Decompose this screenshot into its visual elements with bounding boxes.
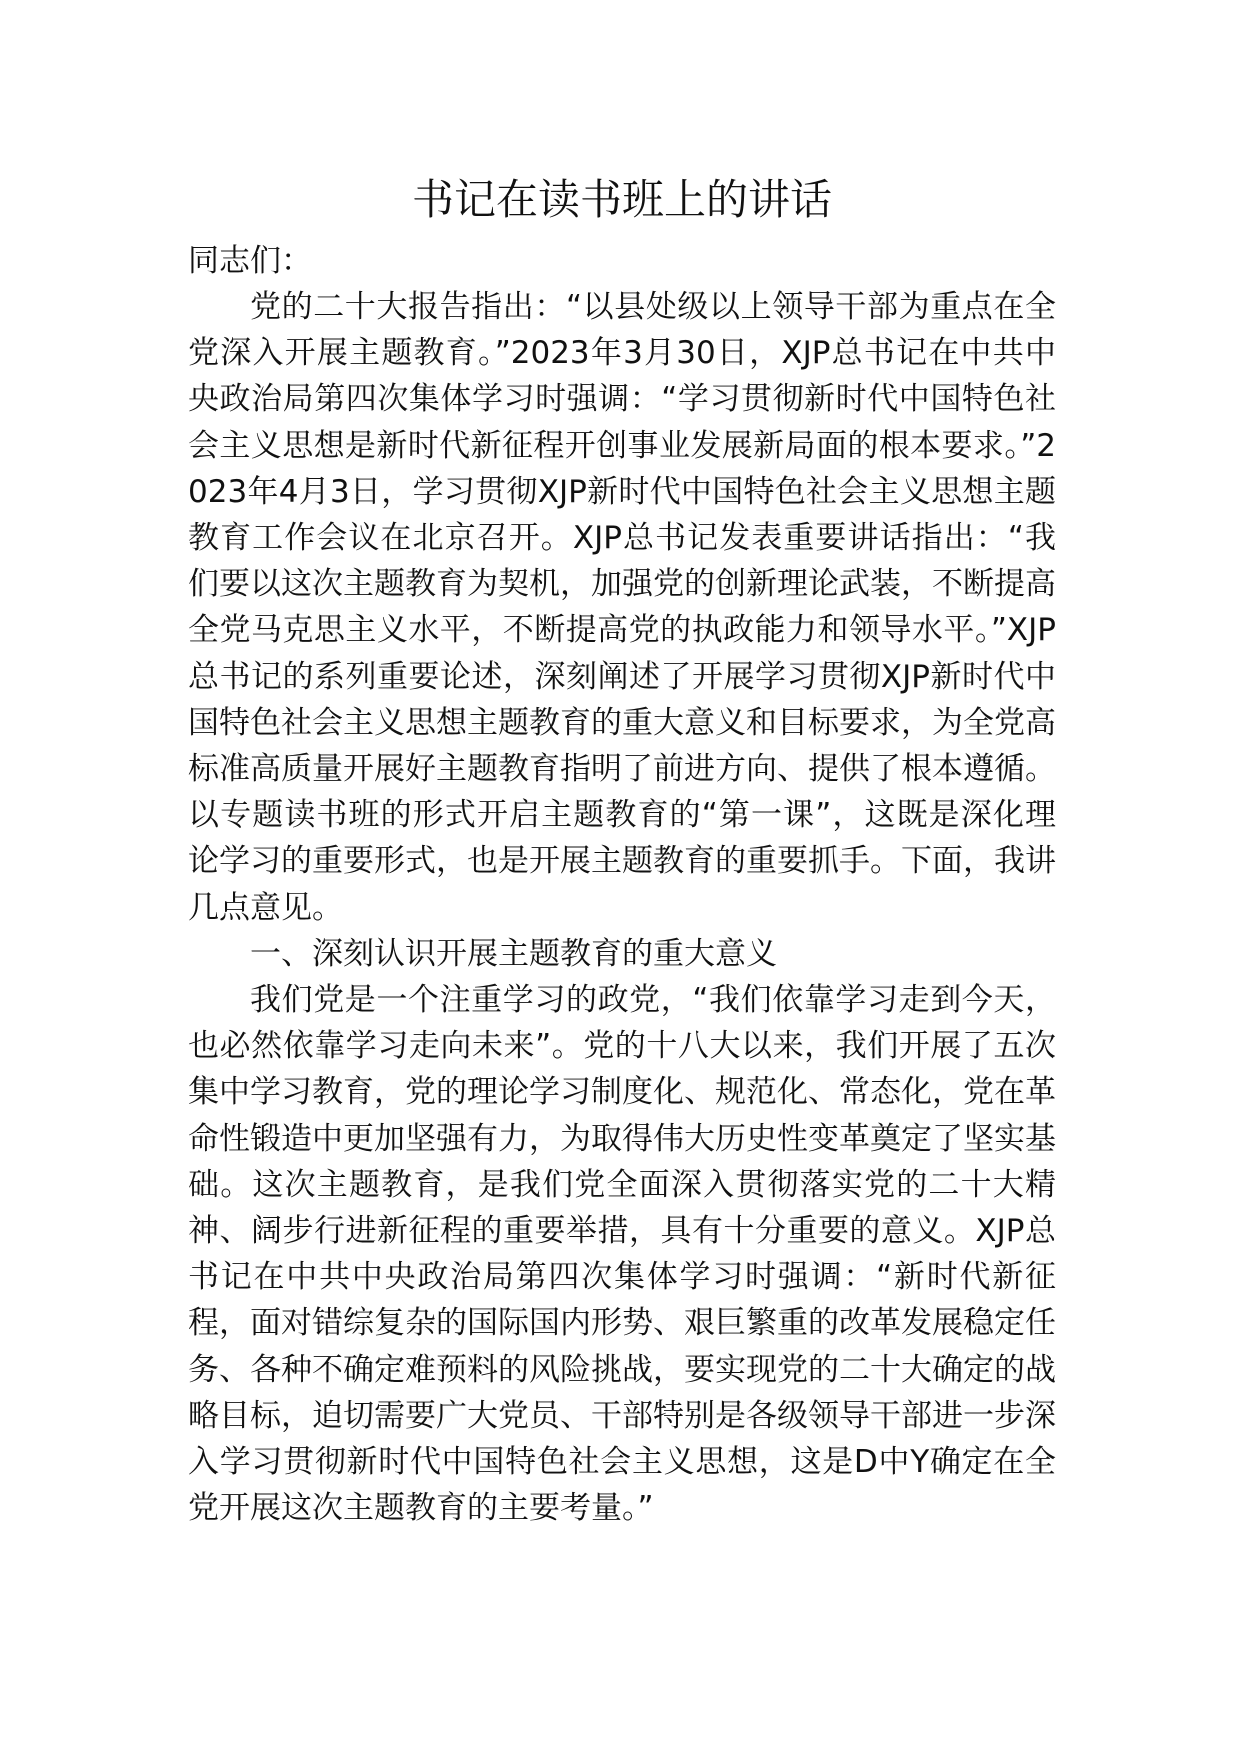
document-page <box>188 170 1056 1531</box>
section-heading: 一、深刻认识开展主题教育的重大意义 <box>250 935 777 972</box>
body-paragraph: 我们党是一个注重学习的政党，“我们依靠学习走到今天，也必然依靠学习走向未来”。党的十八大以来，我们开展了五次集中学习教育，党的理论学习制度化、规范化、常态化，党在革命性锻造中更加坚强有力，为取得伟大历史性变革奠定了坚实基础。这次主题教育，是我们党全面深入贯彻落实党的二十大精神、阔步行进新征程的重要举措，具有十分重要的意义。XJP总书记在中共中央政治局第四次集体学习时强调：“新时代新征程，面对错综复杂的国际国内形势、艰巨繁重的改革发展稳定任务、各种不确定难预料的风险挑战，要实现党的二十大确定的战略目标，迫切需要广大党员、干部特别是各级领导干部进一步深入学习贯彻新时代中国特色社会主义思想，这是D中Y确定在全党开展这次主题教育的主要考量。” <box>188 982 1056 1527</box>
document-title: 书记在读书班上的讲话 <box>411 175 832 224</box>
salutation: 同志们： <box>188 243 312 279</box>
body-paragraph: 党的二十大报告指出：“以县处级以上领导干部为重点在全党深入开展主题教育。”2023年3月30日，XJP总书记在中共中央政治局第四次集体学习时强调：“学习贯彻新时代中国特色社会主义思想是新时代新征程开创事业发展新局面的根本要求。”2023年4月3日，学习贯彻XJP新时代中国特色社会主义思想主题教育工作会议在北京召开。XJP总书记发表重要讲话指出：“我们要以这次主题教育为契机，加强党的创新理论武装，不断提高全党马克思主义水平，不断提高党的执政能力和领导水平。”XJP总书记的系列重要论述，深刻阐述了开展学习贯彻XJP新时代中国特色社会主义思想主题教育的重大意义和目标要求，为全党高标准高质量开展好主题教育指明了前进方向、提供了根本遵循。以专题读书班的形式开启主题教育的“第一课”，这既是深化理论学习的重要形式，也是开展主题教育的重要抓手。下面，我讲几点意见。 <box>188 289 1056 926</box>
